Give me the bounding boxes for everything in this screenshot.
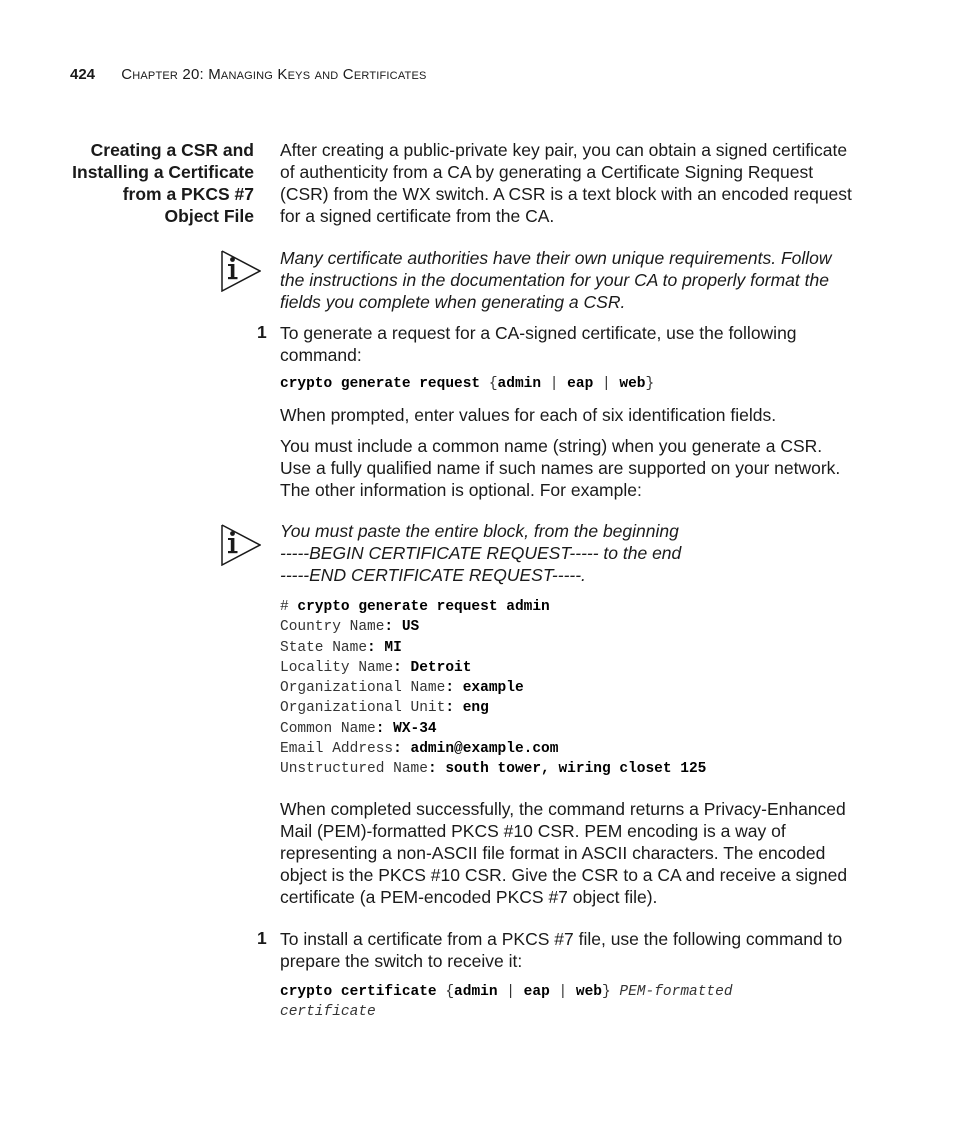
code-line: State Name: MI xyxy=(280,639,402,656)
field-value: south tower, wiring closet 125 xyxy=(445,761,707,778)
code-line xyxy=(280,1002,733,1022)
separator: | xyxy=(558,984,568,1000)
separator: | xyxy=(549,376,559,392)
code-line: Country Name: US xyxy=(280,619,420,636)
field-value: example xyxy=(462,680,524,697)
text-line: representing a non-ASCII file format in ASCII characters. The encoded xyxy=(280,843,826,863)
brace-close: } xyxy=(645,376,655,392)
field-label: Email Address xyxy=(280,741,394,758)
page-number: 424 xyxy=(70,66,96,83)
text-line: After creating a public-private key pair, you can obtain a signed certificate xyxy=(280,140,848,160)
text-line: prepare the switch to receive it: xyxy=(280,951,523,971)
separator: | xyxy=(601,376,611,392)
text-line: To install a certificate from a PKCS #7 file, use the following command to xyxy=(280,929,843,949)
text-line: of authenticity from a CA by generating a Certificate Signing Request xyxy=(280,162,814,182)
text-line: Use a fully qualified name if such names are supported on your network. xyxy=(280,458,841,478)
option-web: web xyxy=(619,376,646,392)
step-number: 1 xyxy=(257,928,267,948)
field-label: Organizational Unit xyxy=(280,700,446,717)
section-heading xyxy=(40,139,254,227)
text-line: You must include a common name (string) when you generate a CSR. xyxy=(280,436,823,456)
code-line xyxy=(280,597,706,617)
code-line: Organizational Name: example xyxy=(280,680,524,697)
text-line: You must paste the entire block, from the beginning xyxy=(280,521,679,541)
brace-close: } xyxy=(602,984,611,1000)
text-line: command: xyxy=(280,345,362,365)
text-line: To generate a request for a CA-signed certificate, use the following xyxy=(280,323,797,343)
field-label: Locality Name xyxy=(280,659,394,676)
command-keyword: crypto generate request xyxy=(280,376,481,392)
option-web: web xyxy=(575,984,602,1000)
note-text xyxy=(280,247,860,313)
text-line: -----BEGIN CERTIFICATE REQUEST----- to the end xyxy=(280,543,682,563)
text-line: Mail (PEM)-formatted PKCS #10 CSR. PEM encoding is a way of xyxy=(280,821,786,841)
text-line: -----END CERTIFICATE REQUEST-----. xyxy=(280,565,586,585)
code-line: Unstructured Name: south tower, wiring closet 125 xyxy=(280,761,707,778)
code-line xyxy=(280,982,733,1002)
field-value: admin@example.com xyxy=(410,741,559,758)
command-keyword: crypto certificate xyxy=(280,984,437,1000)
argument-placeholder: PEM-formatted xyxy=(619,984,733,1000)
info-icon xyxy=(221,524,261,566)
text-line: When prompted, enter values for each of six identification fields. xyxy=(280,405,777,425)
option-eap: eap xyxy=(567,376,594,392)
argument-placeholder: certificate xyxy=(280,1004,376,1021)
option-eap: eap xyxy=(523,984,550,1000)
option-admin: admin xyxy=(497,376,542,392)
option-admin: admin xyxy=(454,984,498,1000)
note-text xyxy=(280,520,860,586)
field-label: State Name xyxy=(280,639,368,656)
field-label: Organizational Name xyxy=(280,680,446,697)
text-line: The other information is optional. For example: xyxy=(280,480,642,500)
code-line: Common Name: WX-34 xyxy=(280,720,437,737)
field-value: Detroit xyxy=(410,659,472,676)
brace-open: { xyxy=(488,376,498,392)
command-syntax xyxy=(280,376,654,392)
heading-line: from a PKCS #7 xyxy=(122,184,254,204)
text-line: object is the PKCS #10 CSR. Give the CSR to a CA and receive a signed xyxy=(280,865,848,885)
field-value: WX-34 xyxy=(393,720,437,737)
completion-paragraph xyxy=(280,798,860,908)
code-line: Locality Name: Detroit xyxy=(280,659,472,676)
text-line: certificate (a PEM-encoded PKCS #7 object file). xyxy=(280,887,658,907)
prompt: # xyxy=(280,599,289,615)
info-icon xyxy=(221,250,261,292)
separator: | xyxy=(506,984,515,1000)
page-header xyxy=(70,66,427,83)
heading-line: Object File xyxy=(164,206,254,226)
text-line: the instructions in the documentation for your CA to properly format the xyxy=(280,270,829,290)
code-line: Organizational Unit: eng xyxy=(280,700,489,717)
field-label: Common Name xyxy=(280,720,376,737)
text-line: for a signed certificate from the CA. xyxy=(280,206,555,226)
example-code-block xyxy=(280,597,706,780)
code-line: Email Address: admin@example.com xyxy=(280,741,559,758)
chapter-title: Chapter 20: Managing Keys and Certificates xyxy=(121,66,427,83)
field-value: MI xyxy=(384,639,402,656)
brace-open: { xyxy=(445,984,455,1000)
field-label: Country Name xyxy=(280,619,385,636)
intro-paragraph xyxy=(280,139,860,227)
heading-line: Creating a CSR and xyxy=(90,140,254,160)
text-line: When completed successfully, the command returns a Privacy-Enhanced xyxy=(280,799,846,819)
example-command: crypto generate request admin xyxy=(297,599,550,615)
step-text xyxy=(280,322,860,366)
field-label: Unstructured Name xyxy=(280,761,428,778)
heading-line: Installing a Certificate xyxy=(72,162,254,182)
field-value: eng xyxy=(462,700,489,717)
text-line: Many certificate authorities have their own unique requirements. Follow xyxy=(280,248,832,268)
text-line: fields you complete when generating a CSR. xyxy=(280,292,626,312)
paragraph xyxy=(280,435,860,501)
step-text xyxy=(280,928,860,972)
paragraph xyxy=(280,404,860,426)
text-line: (CSR) from the WX switch. A CSR is a text block with an encoded request xyxy=(280,184,852,204)
command-syntax xyxy=(280,982,733,1023)
field-value: US xyxy=(401,619,420,636)
step-number: 1 xyxy=(257,322,267,342)
